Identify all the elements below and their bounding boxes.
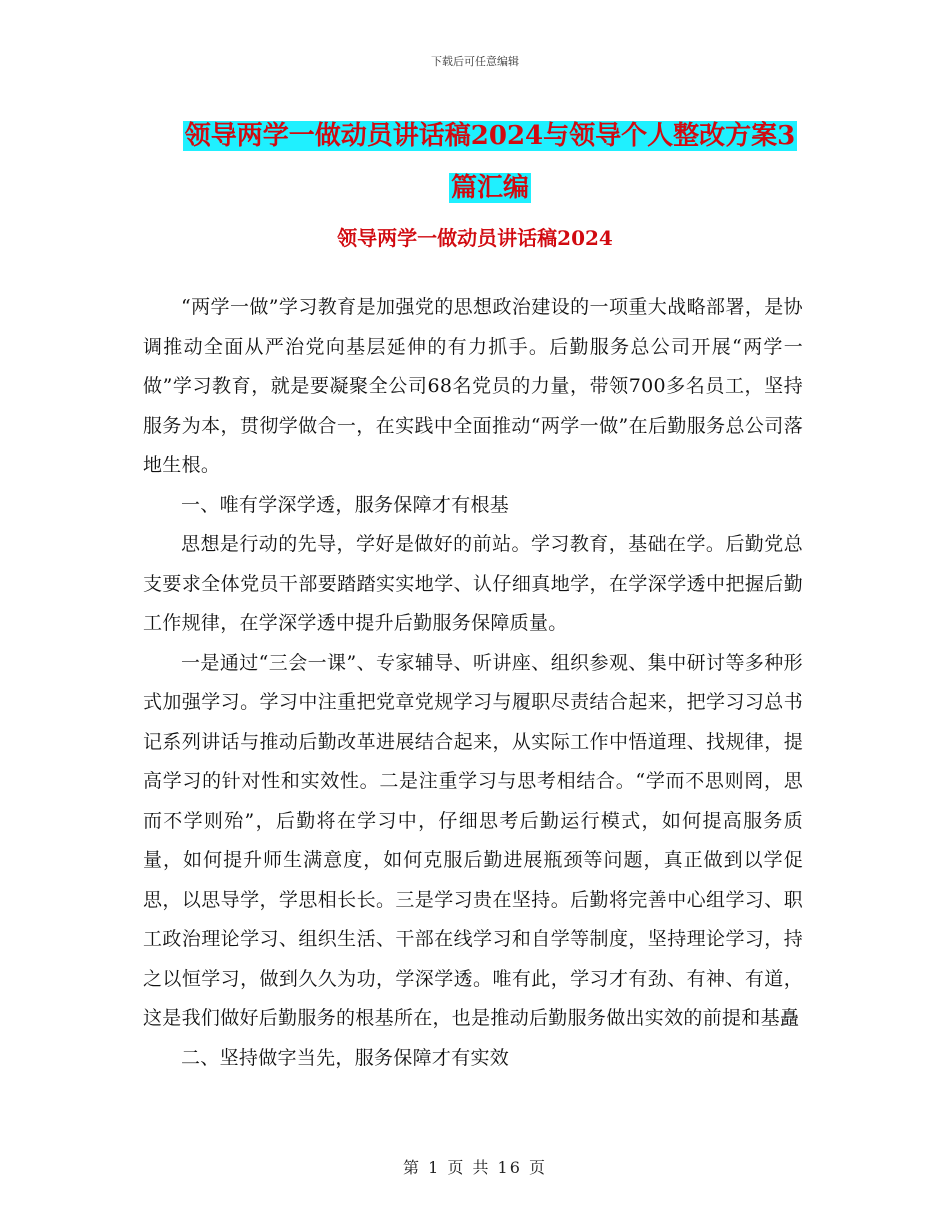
- heading-two: 二、坚持做字当先，服务保障才有实效: [181, 1046, 510, 1069]
- page-number: 第 1 页 共 16 页: [403, 1158, 547, 1177]
- document-body: [143, 288, 803, 1078]
- paragraph-study-methods: 一是通过“三会一课”、专家辅导、听讲座、组织参观、集中研讨等多种形式加强学习。学习中注重把党章党规学习与履职尽责结合起来，把学习习总书记系列讲话与推动后勤改革进展结合起来，从实际工作中悟道理、找规律，提高学习的针对性和实效性。二是注重学习与思考相结合。“学而不思则罔，思而不学则殆”，后勤将在学习中，仔细思考后勤运行模式，如何提高服务质量，如何提升师生满意度，如何克服后勤进展瓶颈等问题，真正做到以学促思，以思导学，学思相长长。三是学习贵在坚持。后勤将完善中心组学习、职工政治理论学习、组织生活、干部在线学习和自学等制度，坚持理论学习，持之以恒学习，做到久久为功，学深学透。唯有此，学习才有劲、有神、有道，这是我们做好后勤服务的根基所在，也是推动后勤服务做出实效的前提和基矗: [143, 651, 803, 1029]
- section-title: 领导两学一做动员讲话稿2024: [337, 226, 613, 250]
- document-title-line-2: 篇汇编: [450, 173, 529, 203]
- paragraph-study-basis: 思想是行动的先导，学好是做好的前站。学习教育，基础在学。后勤党总支要求全体党员干部要踏踏实实地学、认仔细真地学，在学深学透中把握后勤工作规律，在学深学透中提升后勤服务保障质量。: [143, 533, 803, 634]
- document-title-line-1: 领导两学一做动员讲话稿2024与领导个人整改方案3: [184, 121, 796, 151]
- document-title: [140, 110, 840, 214]
- heading-one: 一、唯有学深学透，服务保障才有根基: [181, 493, 510, 516]
- page-header-note: 下载后可任意编辑: [431, 55, 519, 68]
- paragraph-intro: “两学一做”学习教育是加强党的思想政治建设的一项重大战略部署，是协调推动全面从严治党向基层延伸的有力抓手。后勤服务总公司开展“两学一做”学习教育，就是要凝聚全公司68名党员的力量，带领700多名员工，坚持服务为本，贯彻学做合一，在实践中全面推动“两学一做”在后勤服务总公司落地生根。: [143, 296, 803, 476]
